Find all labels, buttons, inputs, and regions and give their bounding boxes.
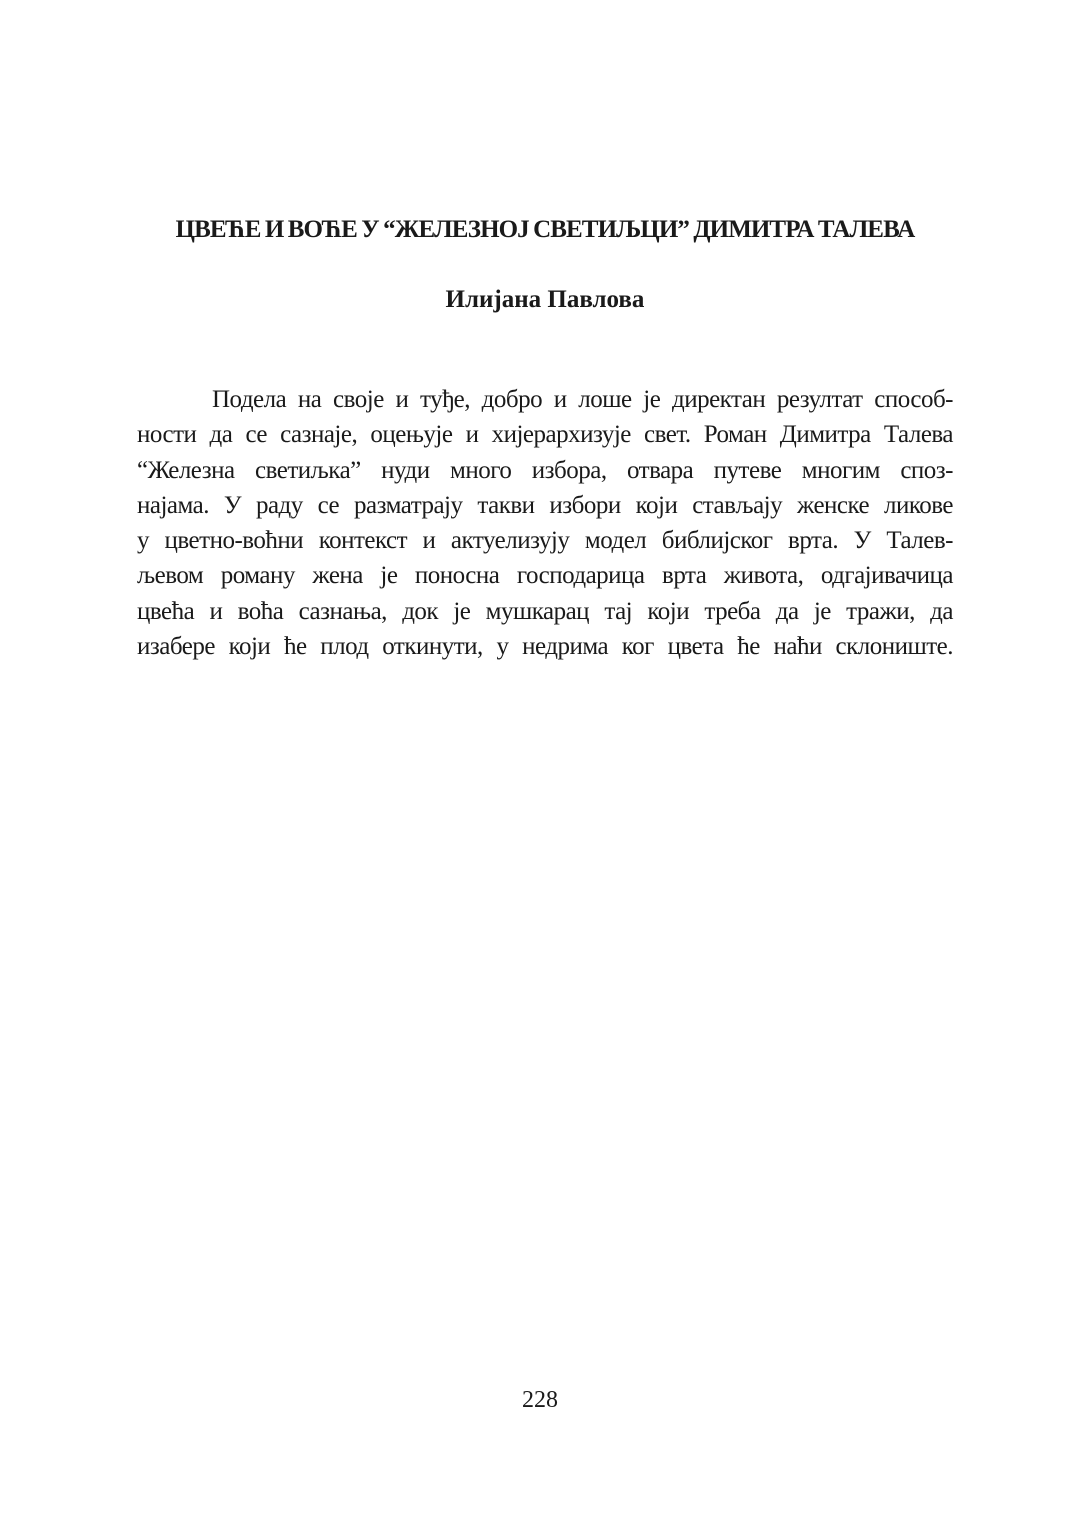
article-title: ЦВЕЋЕ И ВОЋЕ У “ЖЕЛЕЗНОЈ СВЕТИЉЦИ” ДИМИТРА ТАЛЕВА (175, 216, 915, 243)
abstract-line: у цветно-воћни контекст и актуелизују модел библијског врта. У Талев- (137, 527, 953, 555)
abstract-line: цвећа и воћа сазнања, док је мушкарац тај који треба да је тражи, да (137, 597, 953, 625)
author-name: Илијана Павлова (445, 286, 645, 313)
abstract-line: Подела на своје и туђе, добро и лоше је директан резултат способ- (212, 386, 953, 413)
abstract-line: “Железна светиљка” нуди много избора, отвара путеве многим спoз- (137, 456, 953, 484)
abstract-line: изабере који ће плод откинути, у недрима ког цвета ће наћи склониште. (137, 633, 953, 661)
page-number: 228 (522, 1387, 558, 1413)
abstract-paragraph (137, 382, 953, 664)
abstract-line: најама. У раду се разматрају такви избори који стављају женске ликове (137, 491, 953, 519)
abstract-line: ности да се сазнаје, оцењује и хијерархизује свет. Роман Димитра Талева (137, 421, 953, 449)
abstract-line: љевом роману жена је поносна господарица врта живота, одгајивачица (137, 562, 953, 590)
